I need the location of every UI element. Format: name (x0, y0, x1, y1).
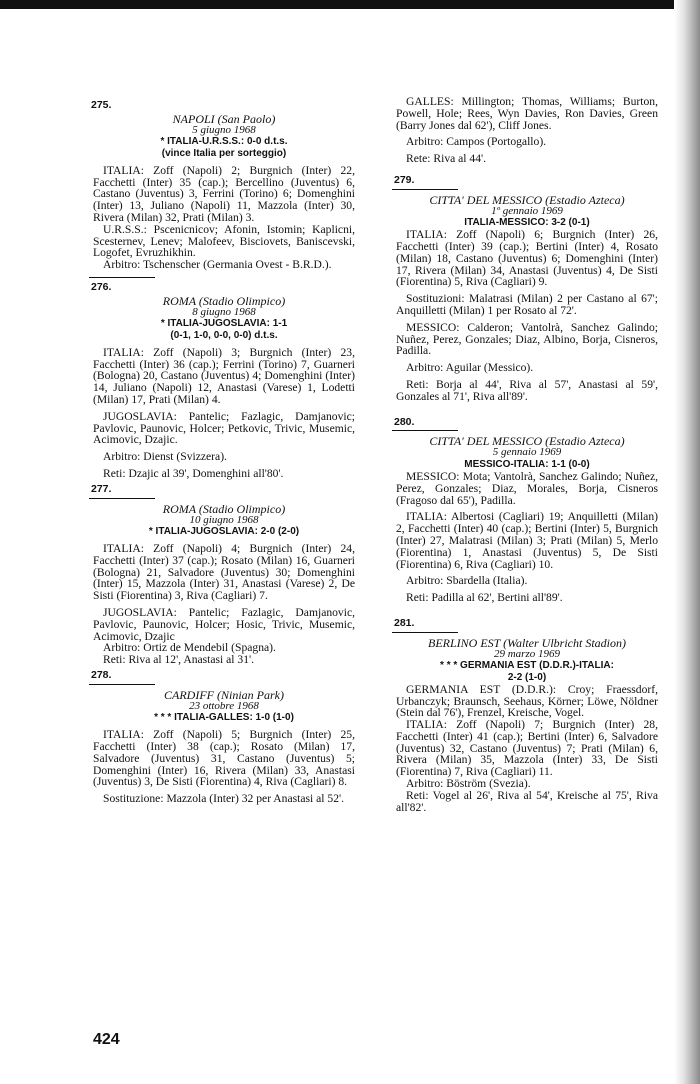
match-venue: CARDIFF (Ninian Park) (164, 687, 284, 702)
match-277 (93, 484, 355, 666)
match-date: 29 marzo 1969 (493, 647, 560, 660)
section-divider (89, 684, 155, 685)
scan-top-border (0, 0, 700, 9)
referee-line: Arbitro: Böström (Svezia). (406, 777, 531, 791)
referee-line: Arbitro: Sbardella (Italia). (406, 574, 528, 588)
goals-line: Reti: Vogel al 26', Riva al 54', Kreische al 75', Riva all'82'. (396, 788, 658, 814)
match-number: 279. (394, 173, 415, 186)
match-subtitle: (vince Italia per sorteggio) (161, 148, 287, 160)
lineup-paragraph: ITALIA: Zoff (Napoli) 6; Burgnich (Inter) 26, Facchetti (Inter) 39 (cap.); Bertini (Inter) 4, Rosato (Milan) 18, Castano (Juventus) 6; Domenghini (Inter) 17, Rivera (Milan) 34, Anastasi (Juventus) 4, De Sisti (Fiorentina) 5, Riva (Cagliari) 9. (396, 228, 658, 289)
lineup-paragraph: MESSICO: Calderon; Vantolrà, Sanchez Galindo; Nuñez, Perez, Gonzales; Diaz, Albino, Borja, Cisneros, Padilla. (396, 320, 658, 358)
match-title: * ITALIA-JUGOSLAVIA: 1-1 (160, 318, 288, 330)
match-venue: ROMA (Stadio Olimpico) (162, 293, 286, 308)
lineup-paragraph: ITALIA: Zoff (Napoli) 3; Burgnich (Inter) 23, Facchetti (Inter) 36 (cap.); Ferrini (Torino) 7, Guarneri (Bologna) 20, Castano (Juventus) 4; Domenghini (Inter) 14, Juliano (Napoli) 12, Anastasi (Varese) 1, Lodetti (Milan) 17, Prati (Milan) 4. (93, 345, 355, 406)
referee-line: Arbitro: Campos (Portogallo). (406, 135, 547, 149)
goals-line: Reti: Riva al 12', Anastasi al 31'. (103, 653, 255, 667)
goals-line: Rete: Riva al 44'. (406, 152, 487, 166)
match-date: 5 gennaio 1969 (492, 446, 562, 459)
match-subtitle: (0-1, 1-0, 0-0, 0-0) d.t.s. (170, 330, 278, 342)
match-276 (93, 282, 355, 480)
match-title: * * * GERMANIA EST (D.D.R.)-ITALIA: (440, 660, 614, 672)
match-venue: NAPOLI (San Paolo) (172, 111, 276, 126)
goals-line: Reti: Padilla al 62', Bertini all'89'. (406, 591, 563, 605)
match-279 (396, 175, 658, 403)
page-number: 424 (93, 1031, 120, 1048)
match-number: 276. (91, 280, 112, 293)
section-divider (392, 430, 458, 431)
match-title: ITALIA-MESSICO: 3-2 (0-1) (464, 217, 590, 229)
referee-line: Arbitro: Tschenscher (Germania Ovest - B.R.D.). (103, 258, 332, 272)
match-title: * * * ITALIA-GALLES: 1-0 (1-0) (154, 712, 294, 724)
referee-line: Arbitro: Aguilar (Messico). (406, 361, 534, 375)
goals-line: Reti: Borja al 44', Riva al 57', Anastasi al 59', Gonzales al 71', Riva all'89'. (396, 378, 658, 403)
match-number: 281. (394, 616, 415, 629)
match-title: * ITALIA-U.R.S.S.: 0-0 d.t.s. (160, 136, 288, 148)
right-column (396, 96, 658, 817)
match-venue: BERLINO EST (Walter Ulbricht Stadion) (428, 635, 626, 650)
match-date: 8 giugno 1968 (192, 305, 256, 318)
match-280 (396, 417, 658, 604)
lineup-paragraph: JUGOSLAVIA: Pantelic; Fazlagic, Damjanovic, Pavlovic, Paunovic, Holcer; Hosic, Trivic, Musemic, Acimovic, Dzajic (93, 606, 355, 643)
scan-page-edge (674, 0, 700, 1084)
lineup-paragraph: MESSICO: Mota; Vantolrà, Sanchez Galindo; Nuñez, Perez, Gonzales; Diaz, Morales, Borja, Cisneros (Fragoso dal 65'), Padilla. (396, 469, 658, 507)
substitution-line: Sostituzione: Mazzola (Inter) 32 per Anastasi al 52'. (103, 792, 344, 806)
match-number: 280. (394, 415, 415, 428)
match-venue: CITTA' DEL MESSICO (Estadio Azteca) (429, 192, 625, 207)
left-column (93, 96, 355, 809)
lineup-paragraph: ITALIA: Zoff (Napoli) 5; Burgnich (Inter) 25, Facchetti (Inter) 38 (cap.); Rosato (Milan) 17, Salvadore (Juventus) 31, Castano (Juventus) 5; Domenghini (Inter) 16, Rivera (Milan) 33, Anastasi (Juventus) 3, De Sisti (Fiorentina) 4, Riva (Cagliari) 8. (93, 728, 355, 789)
match-title: * ITALIA-JUGOSLAVIA: 2-0 (2-0) (148, 526, 300, 538)
lineup-paragraph: JUGOSLAVIA: Pantelic; Fazlagic, Damjanovic; Pavlovic, Paunovic, Holcer; Petkovic, Trivic, Musemic, Acimovic, Dzajic. (93, 409, 355, 447)
match-date: 1º gennaio 1969 (491, 204, 563, 217)
lineup-paragraph: ITALIA: Zoff (Napoli) 4; Burgnich (Inter) 24, Facchetti (Inter) 37 (cap.); Rosato (Milan) 16, Guarneri (Bologna) 21, Salvadore (Juventus) 30; Domenghini (Inter) 15, Mazzola (Inter) 31, Anastasi (Varese) 2, De Sisti (Fiorentina) 3, Riva (Cagliari) 7. (93, 542, 355, 603)
match-date: 23 ottobre 1968 (189, 699, 259, 712)
referee-line: Arbitro: Ortiz de Mendebil (Spagna). (103, 641, 276, 655)
section-divider (392, 632, 458, 633)
section-divider (392, 189, 458, 190)
referee-line: Arbitro: Dienst (Svizzera). (103, 450, 227, 464)
match-date: 5 giugno 1968 (192, 123, 256, 136)
match-venue: ROMA (Stadio Olimpico) (162, 501, 286, 516)
goals-line: Reti: Dzajic al 39', Domenghini all'80'. (103, 466, 284, 480)
lineup-paragraph: ITALIA: Zoff (Napoli) 2; Burgnich (Inter) 22, Facchetti (Inter) 35 (cap.); Bercellino (Juventus) 6, Castano (Juventus) 3, Ferrini (Torino) 6; Domenghini (Inter) 13, Juliano (Napoli) 11, Mazzola (Inter) 30, Rivera (Milan) 32, Prati (Milan) 3. (93, 163, 355, 224)
match-number: 277. (91, 482, 112, 495)
match-278-continued (396, 96, 658, 165)
match-275 (93, 100, 355, 278)
match-278 (93, 670, 355, 805)
lineup-paragraph: GALLES: Millington; Thomas, Williams; Burton, Powell, Hole; Rees, Wyn Davies, Ron Davies, Green (Barry Jones dal 62'), Cliff Jones. (396, 95, 658, 132)
lineup-paragraph: ITALIA: Albertosi (Cagliari) 19; Anquilletti (Milan) 2, Facchetti (Inter) 40 (cap.); Bertini (Inter) 5, Burgnich (Inter) 27, Malatrasi (Milan) 3; Prati (Milan) 5, Merlo (Fiorentina) 1, Anastasi (Juventus) 5, De Sisti (Fiorentina) 6, Riva (Cagliari) 10. (396, 510, 658, 571)
match-number: 278. (91, 669, 112, 681)
match-number: 275. (91, 99, 112, 111)
lineup-paragraph: ITALIA: Zoff (Napoli) 7; Burgnich (Inter) 28, Facchetti (Inter) 41 (cap.); Bertini (Inter) 6, Salvadore (Juventus) 32, Castano (Juventus) 7; Prati (Milan) 6, Rivera (Milan) 35, Mazzola (Inter) 33, De Sisti (Fiorentina) 7, Riva (Cagliari) 11. (396, 718, 658, 779)
lineup-paragraph: U.R.S.S.: Pscenicnicov; Afonin, Istomin; Kaplicni, Scesternev, Lenev; Malofeev, Bisciovets, Baniscevski, Logofet, Evruzhikhin. (93, 222, 355, 260)
section-divider (89, 498, 155, 499)
match-title: MESSICO-ITALIA: 1-1 (0-0) (464, 458, 590, 470)
match-venue: CITTA' DEL MESSICO (Estadio Azteca) (429, 434, 625, 449)
match-date: 10 giugno 1968 (189, 513, 259, 526)
substitution-line: Sostituzioni: Malatrasi (Milan) 2 per Castano al 67'; Anquilletti (Milan) 1 per Rosato al 72'. (396, 292, 658, 318)
match-281 (396, 618, 658, 814)
section-divider (89, 277, 155, 278)
lineup-paragraph: GERMANIA EST (D.D.R.): Croy; Fraessdorf, Urbanczyk; Braunsch, Seehaus, Körner; Löwe, Nöldner (Stein dal 76'), Frenzel, Kreische, Vogel. (396, 682, 658, 720)
match-subtitle: 2-2 (1-0) (507, 672, 547, 684)
